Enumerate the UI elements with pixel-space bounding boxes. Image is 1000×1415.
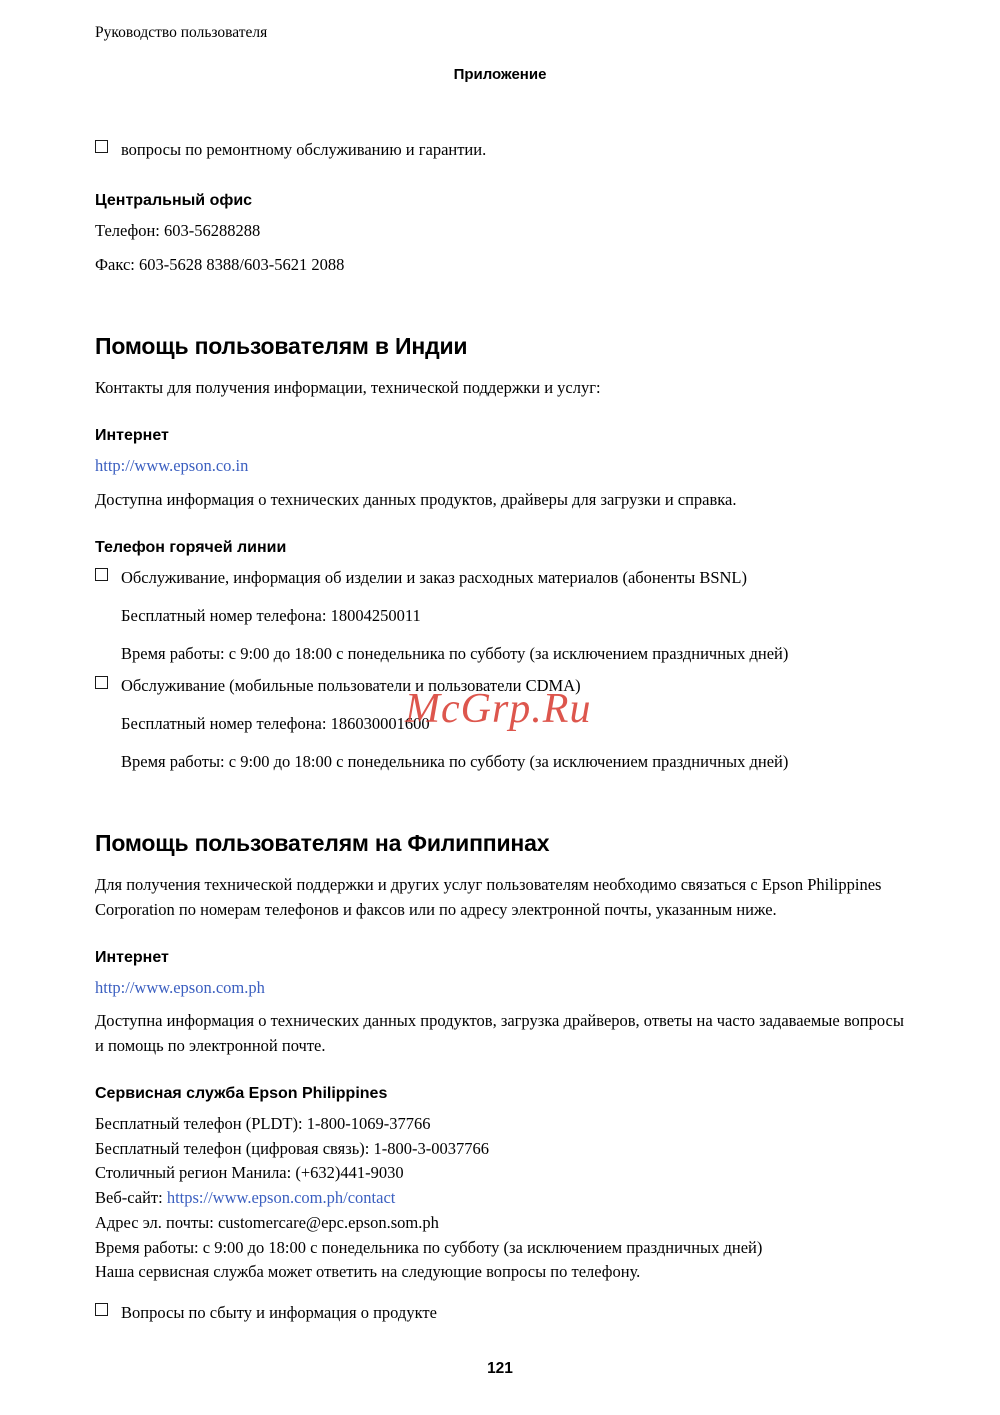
philippines-internet-link[interactable]: http://www.epson.com.ph [95, 977, 265, 997]
list-item-label: Обслуживание (мобильные пользователи и пользователи CDMA) [121, 676, 581, 696]
square-bullet-icon [95, 1303, 108, 1316]
running-header: Руководство пользователя [95, 24, 268, 41]
philippines-section-heading: Помощь пользователям на Филиппинах [95, 830, 550, 857]
india-item1-line2: Время работы: с 9:00 до 18:00 с понедельника по субботу (за исключением праздничных дней) [121, 643, 789, 663]
philippines-internet-heading: Интернет [95, 948, 169, 966]
head-office-fax: Факс: 603-5628 8388/603-5621 2088 [95, 254, 345, 274]
india-hotline-heading: Телефон горячей линии [95, 538, 287, 556]
philippines-note-line: Наша сервисная служба может ответить на следующие вопросы по телефону. [95, 1262, 641, 1282]
india-item2-line1: Бесплатный номер телефона: 186030001600 [121, 714, 430, 734]
philippines-manila-line: Столичный регион Манила: (+632)441-9030 [95, 1163, 404, 1183]
philippines-website-link[interactable]: https://www.epson.com.ph/contact [166, 1188, 396, 1208]
india-internet-heading: Интернет [95, 427, 169, 445]
india-internet-link-row [95, 454, 905, 479]
philippines-hours-line: Время работы: с 9:00 до 18:00 с понедельника по субботу (за исключением праздничных дней) [95, 1237, 763, 1257]
list-item-label: вопросы по ремонтному обслуживанию и гарантии. [121, 140, 487, 159]
square-bullet-icon [95, 568, 108, 581]
india-item2-line2: Время работы: с 9:00 до 18:00 с понедельника по субботу (за исключением праздничных дней) [121, 752, 789, 772]
head-office-heading: Центральный офис [95, 191, 253, 209]
philippines-website-line [95, 1186, 905, 1211]
list-item [95, 1301, 905, 1325]
square-bullet-icon [95, 140, 108, 153]
philippines-intro-text: Для получения технической поддержки и других услуг пользователям необходимо связаться с Epson Philippines Corporation по номерам телефонов и факсов или по адресу электронной почты, указанным ниже. [95, 875, 882, 919]
india-intro-text: Контакты для получения информации, технической поддержки и услуг: [95, 378, 601, 398]
list-item [95, 674, 905, 698]
head-office-phone: Телефон: 603-56288288 [95, 220, 261, 240]
philippines-service-heading: Сервисная служба Epson Philippines [95, 1084, 388, 1102]
india-internet-link[interactable]: http://www.epson.co.in [95, 456, 249, 476]
section-title: Приложение [453, 66, 547, 83]
page-content [95, 138, 905, 1329]
philippines-email-line: Адрес эл. почты: customercare@epc.epson.som.ph [95, 1212, 439, 1232]
philippines-digital-line: Бесплатный телефон (цифровая связь): 1-800-3-0037766 [95, 1138, 489, 1158]
india-section-heading: Помощь пользователям в Индии [95, 333, 468, 360]
list-item [95, 138, 905, 162]
philippines-internet-link-row [95, 976, 905, 1001]
square-bullet-icon [95, 676, 108, 689]
list-item-label: Обслуживание, информация об изделии и заказ расходных материалов (абоненты BSNL) [121, 567, 747, 587]
india-internet-text: Доступна информация о технических данных продуктов, драйверы для загрузки и справка. [95, 489, 737, 509]
philippines-pldt-line: Бесплатный телефон (PLDT): 1-800-1069-37766 [95, 1113, 431, 1133]
philippines-internet-text: Доступна информация о технических данных продуктов, загрузка драйверов, ответы на часто задаваемые вопросы и помощь по электронной почте. [95, 1011, 904, 1056]
list-item-label: Вопросы по сбыту и информация о продукте [121, 1303, 437, 1323]
watermark: McGrp.Ru [405, 686, 592, 732]
india-item1-line1: Бесплатный номер телефона: 18004250011 [121, 605, 421, 625]
page-number: 121 [487, 1360, 513, 1377]
list-item [95, 566, 905, 590]
philippines-website-label: Веб-сайт: [95, 1188, 167, 1208]
